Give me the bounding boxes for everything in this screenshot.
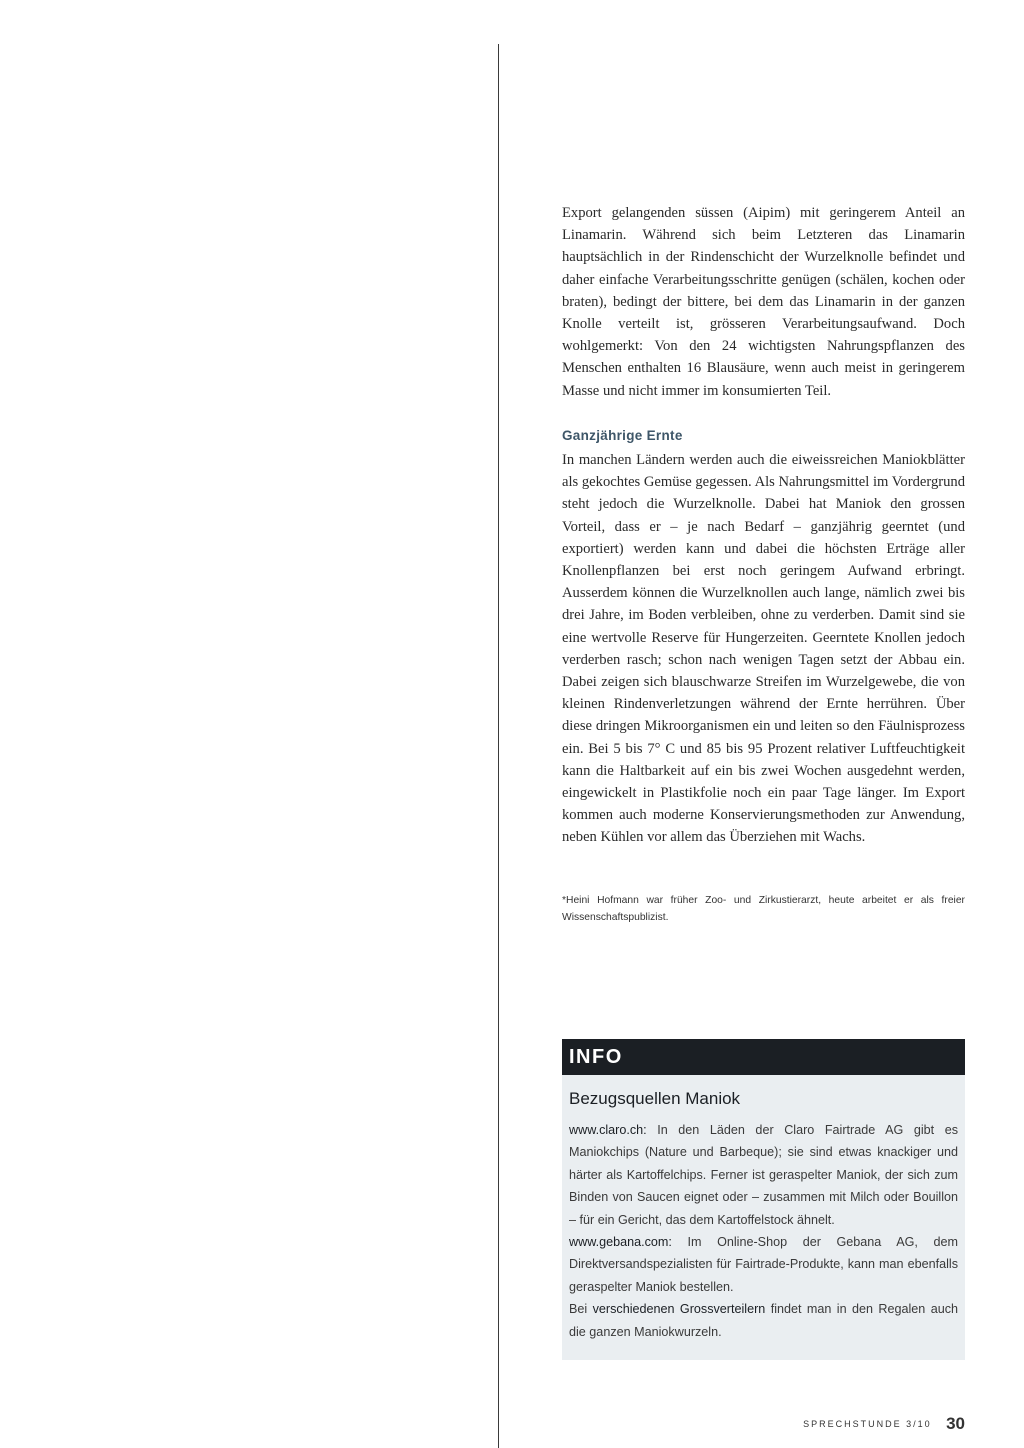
- article-paragraph-1: Export gelangenden süssen (Aipim) mit geringerem Anteil an Linamarin. Während sich beim Letzteren das Linamarin hauptsächlich in der Rindenschicht der Wurzelknolle befindet und daher einfache Verarbeitungsschritte genügen (schälen, kochen oder braten), bedingt der bittere, bei dem das Linamarin in der ganzen Knolle verteilt ist, grösseren Verarbeitungsaufwand. Doch wohlgemerkt: Von den 24 wichtigsten Nahrungspflanzen des Menschen enthalten 16 Blausäure, wenn auch meist in geringerem Masse und nicht immer im konsumierten Teil.: [562, 205, 965, 399]
- column-divider: [498, 44, 499, 1448]
- info-title: Bezugsquellen Maniok: [569, 1089, 741, 1108]
- grossverteiler-text: findet man in den Regalen auch die ganzen Maniokwurzeln.: [569, 1302, 959, 1339]
- magazine-issue: SPRECHSTUNDE 3/10: [803, 1419, 932, 1429]
- grossverteiler-pre: Bei: [569, 1302, 593, 1317]
- section-subheading: Ganzjährige Ernte: [562, 428, 683, 443]
- info-entry-grossverteiler: [569, 1298, 958, 1343]
- author-footnote: *Heini Hofmann war früher Zoo- und Zirkustierarzt, heute arbeitet er als freier Wissenschaftspublizist.: [562, 895, 965, 923]
- article-paragraph-2: In manchen Ländern werden auch die eiweissreichen Maniokblätter als gekochtes Gemüse gegessen. Als Nahrungsmittel im Vordergrund steht jedoch die Wurzelknolle. Dabei hat Maniok den grossen Vorteil, dass er – je nach Bedarf – ganzjährig geerntet (und exportiert) werden kann und dabei die höchsten Erträge aller Knollenpflanzen bei erst noch geringem Aufwand erbringt. Ausserdem können die Wurzelknollen auch lange, nämlich zwei bis drei Jahre, im Boden verbleiben, ohne zu verderben. Damit sind sie eine wertvolle Reserve für Hungerzeiten. Geerntete Knollen jedoch verderben rasch; schon nach wenigen Tagen setzt der Abbau ein. Dabei zeigen sich blauschwarze Streifen im Wurzelgewebe, die von kleinen Rindenverletzungen während der Ernte herrühren. Über diese dringen Mikroorganismen ein und leiten so den Fäulnisprozess ein. Bei 5 bis 7° C und 85 bis 95 Prozent relativer Luftfeuchtigkeit kann die Haltbarkeit auf ein bis zwei Wochen ausgedehnt werden, eingewickelt in Plastikfolie noch ein paar Tage länger. Im Export kommen auch moderne Konservierungsmethoden zur Anwendung, neben Kühlen vor allem das Überziehen mit Wachs.: [562, 452, 965, 846]
- claro-link[interactable]: www.claro.ch:: [569, 1123, 647, 1137]
- gebana-text: Im Online-Shop der Gebana AG, dem Direktversandspezialisten für Fairtrade-Produkte, kann man ebenfalls geraspelter Maniok bestellen.: [569, 1235, 958, 1294]
- info-body: [569, 1119, 958, 1343]
- claro-text: In den Läden der Claro Fairtrade AG gibt es Maniokchips (Nature und Barbeque); sie sind etwas knackiger und härter als Kartoffelchips. Ferner ist geraspelter Maniok, der sich zum Binden von Saucen eignet oder – zusammen mit Milch oder Bouillon – für ein Gericht, das dem Kartoffelstock ähnelt.: [569, 1123, 958, 1227]
- info-entry-gebana: [569, 1231, 958, 1298]
- info-label: INFO: [562, 1039, 965, 1075]
- gebana-link[interactable]: www.gebana.com:: [569, 1235, 672, 1250]
- page-number: 30: [946, 1414, 965, 1433]
- page-footer: [803, 1414, 965, 1434]
- grossverteiler-lead: verschiedenen Grossverteilern: [592, 1302, 766, 1317]
- info-entry-claro: [569, 1119, 958, 1231]
- info-box: [562, 1039, 965, 1360]
